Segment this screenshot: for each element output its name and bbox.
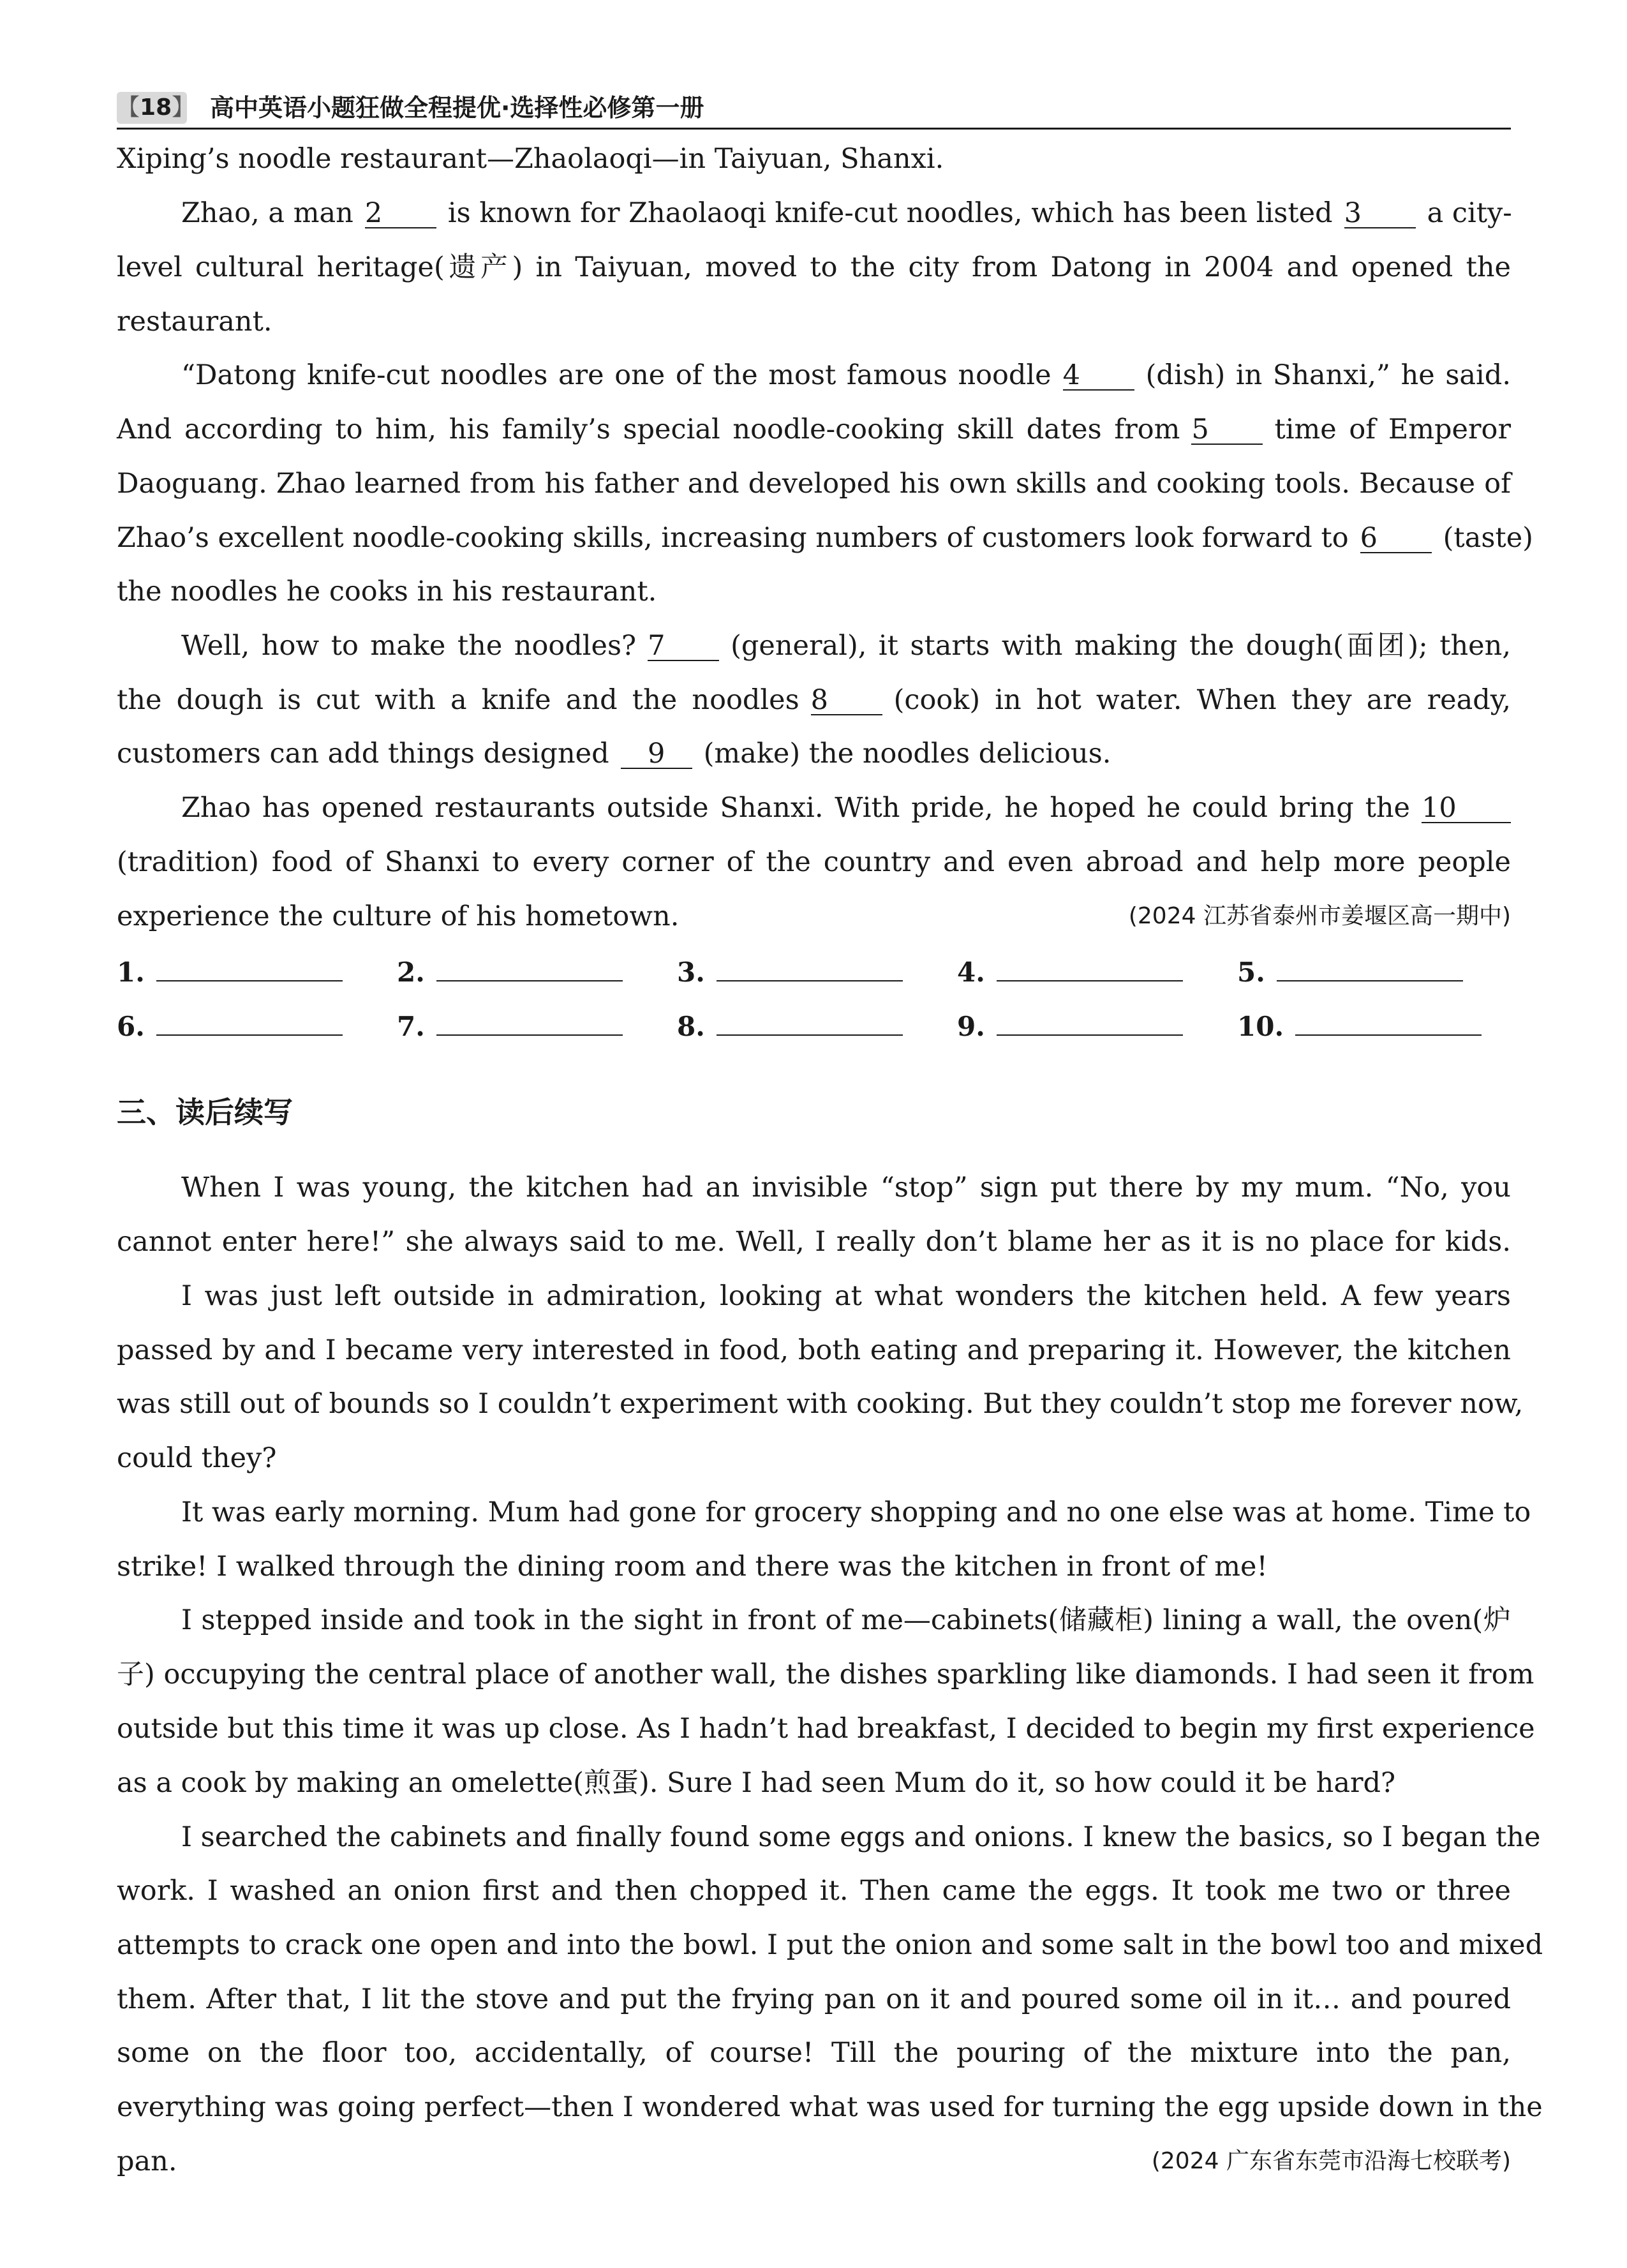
answer-4: 4. <box>957 952 1183 990</box>
passage1-source: (2024 江苏省泰州市姜堰区高一期中) <box>1128 903 1511 929</box>
passage1-line-14: (tradition) food of Shanxi to every corner of the country and even abroad and help more people <box>117 846 1511 878</box>
passage2-line-19: pan. <box>117 2145 177 2177</box>
page-header <box>117 88 1511 128</box>
answer-6: 6. <box>117 1006 343 1045</box>
passage1-line-9: the noodles he cooks in his restaurant. <box>117 576 657 608</box>
answer-line-3[interactable] <box>717 952 903 981</box>
blank-10: 10 <box>1422 794 1511 823</box>
page-number-badge: 【18】 <box>117 92 187 124</box>
blank-6: 6 <box>1360 524 1432 553</box>
passage1-line-5: “Datong knife-cut noodles are one of the most famous noodle 4 (dish) in Shanxi,” he said. <box>181 359 1511 391</box>
answer-line-9[interactable] <box>997 1006 1183 1036</box>
answer-line-8[interactable] <box>717 1006 903 1036</box>
answer-8: 8. <box>677 1006 903 1045</box>
answer-1: 1. <box>117 952 343 990</box>
passage2-line-15: attempts to crack one open and into the bowl. I put the onion and some salt in the bowl too and mixed <box>117 1929 1543 1961</box>
passage2-line-17: some on the floor too, accidentally, of course! Till the pouring of the mixture into the pan, <box>117 2037 1511 2069</box>
passage1-line-15: experience the culture of his hometown. <box>117 900 680 932</box>
passage1-line-7: Daoguang. Zhao learned from his father and developed his own skills and cooking tools. Because of <box>117 468 1511 500</box>
passage2-line-5: was still out of bounds so I couldn’t experiment with cooking. But they couldn’t stop me forever now, <box>117 1388 1524 1420</box>
passage2-line-3: I was just left outside in admiration, looking at what wonders the kitchen held. A few years <box>181 1280 1511 1312</box>
passage1-line-11: the dough is cut with a knife and the noodles 8 (cook) in hot water. When they are ready, <box>117 684 1512 716</box>
passage1-line-13: Zhao has opened restaurants outside Shanxi. With pride, he hoped he could bring the 10 <box>181 788 1511 828</box>
blank-2: 2 <box>365 199 436 228</box>
answer-9: 9. <box>957 1006 1183 1045</box>
passage1-line-4: restaurant. <box>117 306 272 338</box>
passage2-line-18: everything was going perfect—then I wondered what was used for turning the egg upside down in the <box>117 2091 1543 2123</box>
passage2-line-1: When I was young, the kitchen had an invisible “stop” sign put there by my mum. “No, you <box>181 1172 1511 1204</box>
passage2-line-7: It was early morning. Mum had gone for grocery shopping and no one else was at home. Time to <box>181 1496 1531 1528</box>
answer-5: 5. <box>1237 952 1463 990</box>
blank-5: 5 <box>1191 415 1263 445</box>
passage2-line-4: passed by and I became very interested in food, both eating and preparing it. However, the kitchen <box>117 1334 1511 1366</box>
passage2-line-6: could they? <box>117 1442 277 1474</box>
passage2-line-11: outside but this time it was up close. As I hadn’t had breakfast, I decided to begin my first experience <box>117 1713 1535 1745</box>
answer-3: 3. <box>677 952 903 990</box>
passage2-line-14: work. I washed an onion first and then chopped it. Then came the eggs. It took me two or three <box>117 1875 1511 1907</box>
answer-7: 7. <box>397 1006 623 1045</box>
passage1-line-3: level cultural heritage(遗产) in Taiyuan, moved to the city from Datong in 2004 and opened the <box>117 251 1511 283</box>
answer-line-10[interactable] <box>1295 1006 1482 1036</box>
passage2-line-12: as a cook by making an omelette(煎蛋). Sure I had seen Mum do it, so how could it be hard? <box>117 1767 1396 1799</box>
passage2-line-16: them. After that, I lit the stove and put the frying pan on it and poured some oil in it… and poured <box>117 1983 1511 2015</box>
blank-9: 9 <box>621 740 692 769</box>
header-rule <box>117 128 1511 130</box>
blank-3: 3 <box>1344 199 1416 228</box>
blank-7: 7 <box>648 632 719 661</box>
passage1-line-8: Zhao’s excellent noodle-cooking skills, increasing numbers of customers look forward to 6 (taste) <box>117 522 1533 554</box>
section-title: 三、读后续写 <box>117 1095 293 1130</box>
answer-10: 10. <box>1237 1006 1482 1045</box>
book-title: 高中英语小题狂做全程提优·选择性必修第一册 <box>210 94 704 122</box>
passage1-line-1: Xiping’s noodle restaurant—Zhaolaoqi—in Taiyuan, Shanxi. <box>117 143 944 175</box>
answer-line-5[interactable] <box>1277 952 1463 981</box>
passage1-line-10: Well, how to make the noodles? 7 (general), it starts with making the dough(面团); then, <box>181 630 1511 662</box>
passage2-line-2: cannot enter here!” she always said to me. Well, I really don’t blame her as it is no place for kids. <box>117 1226 1511 1258</box>
answer-line-6[interactable] <box>156 1006 343 1036</box>
passage2-line-10: 子) occupying the central place of another wall, the dishes sparkling like diamonds. I had seen it from <box>117 1659 1534 1690</box>
passage2-source: (2024 广东省东莞市沿海七校联考) <box>1151 2148 1511 2174</box>
passage1-line-12: customers can add things designed 9 (make) the noodles delicious. <box>117 738 1111 770</box>
answer-line-1[interactable] <box>156 952 343 981</box>
passage1-line-6: And according to him, his family’s special noodle-cooking skill dates from 5 time of Emperor <box>117 414 1511 445</box>
answer-2: 2. <box>397 952 623 990</box>
passage2-line-8: strike! I walked through the dining room and there was the kitchen in front of me! <box>117 1551 1268 1583</box>
page-number: 18 <box>140 94 172 121</box>
answer-line-2[interactable] <box>436 952 623 981</box>
blank-8: 8 <box>811 686 882 715</box>
answer-line-4[interactable] <box>997 952 1183 981</box>
passage1-line-2: Zhao, a man 2 is known for Zhaolaoqi knife-cut noodles, which has been listed 3 a city- <box>181 197 1512 229</box>
blank-4: 4 <box>1063 361 1134 391</box>
answer-line-7[interactable] <box>436 1006 623 1036</box>
passage2-line-9: I stepped inside and took in the sight in front of me—cabinets(储藏柜) lining a wall, the oven(炉 <box>181 1604 1511 1636</box>
passage2-line-13: I searched the cabinets and finally found some eggs and onions. I knew the basics, so I began the <box>181 1821 1541 1853</box>
